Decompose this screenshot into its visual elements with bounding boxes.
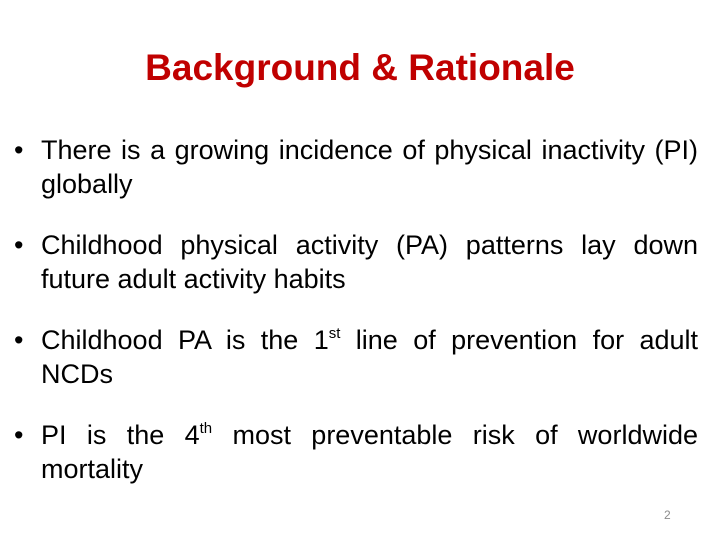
bullet-text-post: most preventable risk of worldwide mortality [41,420,698,484]
bullet-icon: • [14,325,24,355]
bullet-item [14,418,698,486]
page-number: 2 [664,508,671,522]
bullet-item [14,133,698,201]
bullet-text-pre: PI is the 4 [41,420,200,450]
bullet-text [41,325,698,389]
ordinal-suffix: th [199,420,213,437]
bullet-list [14,133,698,513]
bullet-icon: • [14,420,24,450]
bullet-icon: • [14,135,24,165]
slide-title: Background & Rationale [145,47,575,88]
bullet-text-post: line of prevention for adult NCDs [41,325,699,389]
bullet-item [14,228,698,296]
bullet-text [41,420,698,484]
bullet-text: There is a growing incidence of physical inactivity (PI) globally [41,135,698,199]
bullet-text-pre: Childhood PA is the 1 [41,325,329,355]
ordinal-suffix: st [328,325,341,342]
bullet-icon: • [14,230,24,260]
bullet-text: Childhood physical activity (PA) patterns lay down future adult activity habits [41,230,698,294]
bullet-item [14,323,698,391]
